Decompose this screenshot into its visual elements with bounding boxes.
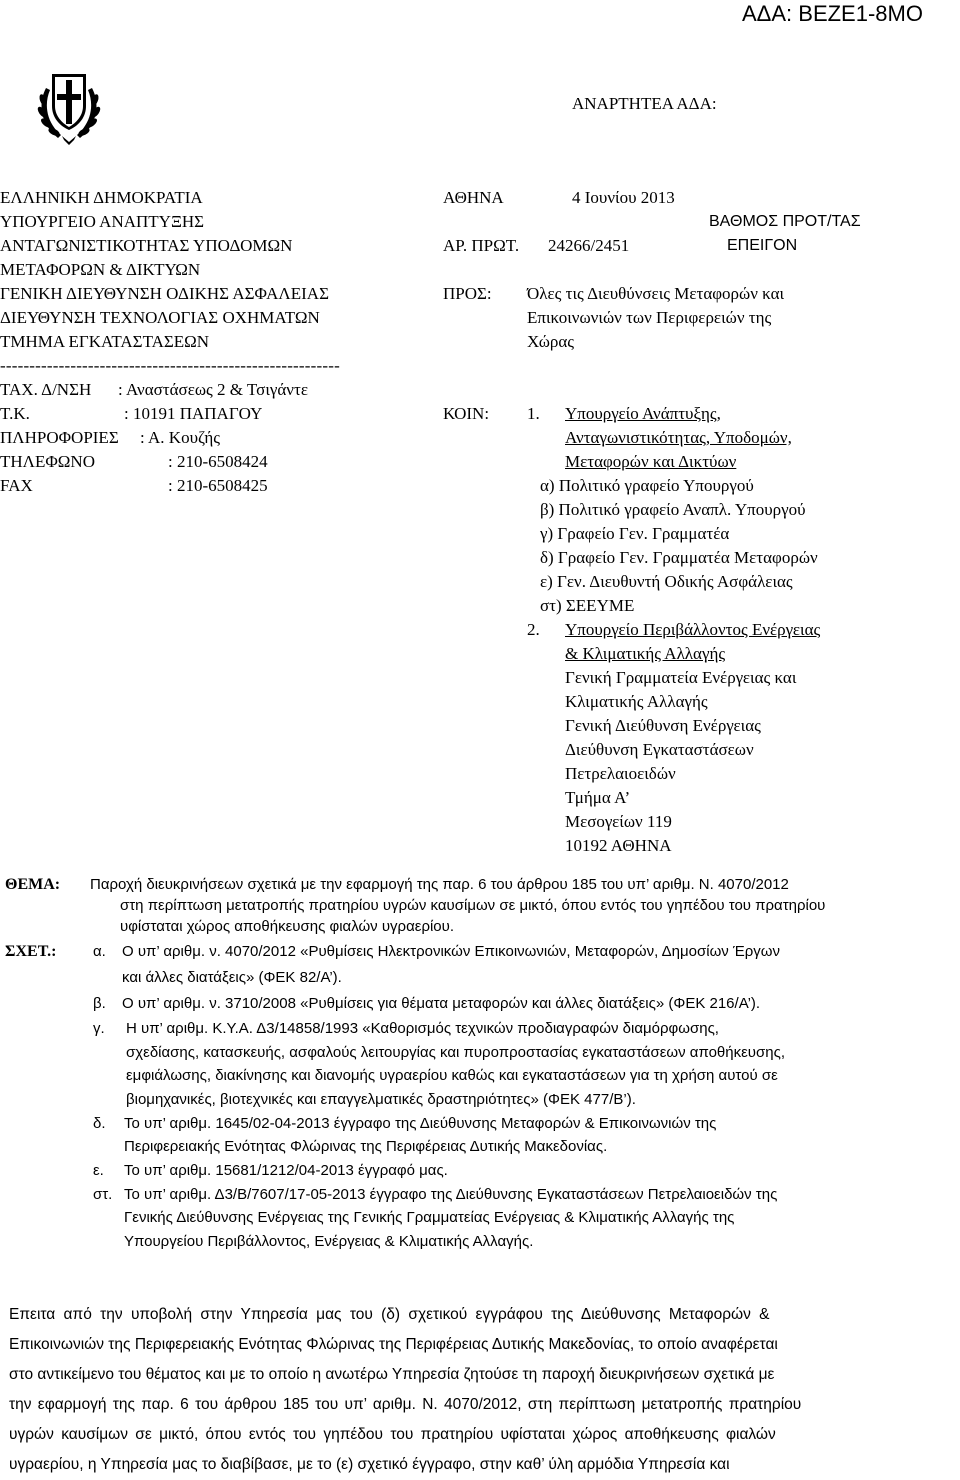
urgency-label: ΕΠΕΙΓΟΝ <box>727 237 798 254</box>
ref-line: Το υπ’ αριθμ. 15681/1212/04-2013 έγγραφό μας. <box>124 1162 448 1179</box>
cc-title-line: Ανταγωνιστικότητας, Υποδομών, <box>565 428 792 447</box>
ref-mark: γ. <box>93 1020 105 1037</box>
anartitea-ada-label: ΑΝΑΡΤΗΤΕΑ ΑΔΑ: <box>572 94 717 113</box>
protocol-label: ΑΡ. ΠΡΩΤ. <box>443 236 520 255</box>
contact-label: ΠΛΗΡΟΦΟΡΙΕΣ <box>0 428 119 447</box>
contact-label: ΤΑΧ. Δ/ΝΣΗ <box>0 380 92 399</box>
cc-sub-line: Τμήμα Α’ <box>565 788 631 807</box>
cc-sub-item: ε) Γεν. Διευθυντή Οδικής Ασφάλειας <box>540 572 793 591</box>
subject-line: Παροχή διευκρινήσεων σχετικά με την εφαρμογή της παρ. 6 του άρθρου 185 του υπ’ αριθμ. Ν. 4070/2012 <box>90 876 789 893</box>
cc-sub-item: δ) Γραφείο Γεν. Γραμματέα Μεταφορών <box>540 548 818 567</box>
cc-sub-item: α) Πολιτικό γραφείο Υπουργού <box>540 476 754 495</box>
priority-label: ΒΑΘΜΟΣ ΠΡΟΤ/ΤΑΣ <box>709 213 861 230</box>
contact-row <box>0 378 420 402</box>
sender-line: ΤΜΗΜΑ ΕΓΚΑΤΑΣΤΑΣΕΩΝ <box>0 332 210 351</box>
contact-value: : Α. Κουζής <box>140 428 221 447</box>
subject-line: υφίσταται χώρος αποθήκευσης φιαλών υγραερίου. <box>120 918 455 935</box>
cc-sub-line: Μεσογείων 119 <box>565 812 672 831</box>
recipient-line: Όλες τις Διευθύνσεις Μεταφορών και <box>527 284 785 303</box>
cc-item-1-title <box>565 402 792 474</box>
cc-sub-item: β) Πολιτικό γραφείο Αναπλ. Υπουργού <box>540 500 806 519</box>
body-line: στο αντικείμενο του θέματος και με το οποίο η ανωτέρω Υπηρεσία ζητούσε τη παροχή διευκρινήσεων σχετικά με <box>9 1366 775 1383</box>
cc-title-line: Μεταφορών και Δικτύων <box>565 452 737 471</box>
contact-row <box>0 402 420 426</box>
cc-item-2-sublist <box>565 666 796 858</box>
ref-mark: στ. <box>93 1186 113 1203</box>
sender-divider: ---------------------------------------------------------- <box>0 356 340 375</box>
body-line: Επικοινωνιών της Περιφερειακής Ενότητας Φλώρινας της Περιφέρειας Δυτικής Μακεδονίας, το οποίο αναφέρεται <box>9 1336 778 1353</box>
body-line: Επειτα από την υποβολή στην Υπηρεσία μας του (δ) σχετικού εγγράφου της Διεύθυνσης Μεταφορών & <box>9 1306 770 1323</box>
cc-sub-line: Γενική Διεύθυνση Ενέργειας <box>565 716 761 735</box>
body-line: υγραερίου, η Υπηρεσία μας το διαβίβασε, με το (ε) σχετικό έγγραφο, στην καθ’ ύλη αρμόδια Υπηρεσία και <box>9 1456 730 1473</box>
body-paragraph <box>9 1300 801 1480</box>
protocol-number: 24266/2451 <box>548 236 630 255</box>
cc-label: ΚΟΙΝ: <box>443 404 490 423</box>
ref-line: βιομηχανικές, βιοτεχνικές και επαγγελματικές δραστηριότητες» (ΦΕΚ 477/Β’). <box>126 1091 636 1108</box>
subject-line: στη περίπτωση μετατροπής πρατηρίου υγρών καυσίμων σε μικτό, όπου εντός του γηπέδου του πρατηρίου <box>120 897 826 914</box>
ref-line: Γενικής Διεύθυνσης Ενέργειας της Γενικής Γραμματείας Ενέργειας & Κλιματικής Αλλαγής της <box>124 1209 735 1226</box>
ref-line: και άλλες διατάξεις» (ΦΕΚ 82/Α’). <box>122 969 342 986</box>
ref-mark: ε. <box>93 1162 104 1179</box>
ref-line: Το υπ’ αριθμ. 1645/02-04-2013 έγγραφο της Διεύθυνσης Μεταφορών & Επικοινωνιών της <box>124 1115 717 1132</box>
contact-row <box>0 474 420 498</box>
contact-value: : Αναστάσεως 2 & Τσιγάντε <box>118 380 308 399</box>
contact-label: Τ.Κ. <box>0 404 30 423</box>
contact-label: ΤΗΛΕΦΩΝΟ <box>0 452 95 471</box>
cc-item-1-sublist <box>540 474 818 618</box>
sender-block <box>0 186 340 378</box>
recipients-list <box>527 282 784 354</box>
subject-label: ΘΕΜΑ: <box>5 876 61 893</box>
cc-title-line: Υπουργείο Περιβάλλοντος Ενέργειας <box>565 620 821 639</box>
ref-line: Ο υπ’ αριθμ. ν. 4070/2012 «Ρυθμίσεις Ηλεκτρονικών Επικοινωνιών, Μεταφορών, Δημοσίων Έργων <box>122 943 780 960</box>
sender-line: ΑΝΤΑΓΩΝΙΣΤΙΚΟΤΗΤΑΣ ΥΠΟΔΟΜΩΝ <box>0 236 293 255</box>
ref-mark: β. <box>93 995 106 1012</box>
contact-label: FAX <box>0 476 33 495</box>
sender-line: ΓΕΝΙΚΗ ΔΙΕΥΘΥΝΣΗ ΟΔΙΚΗΣ ΑΣΦΑΛΕΙΑΣ <box>0 284 329 303</box>
ref-line: Η υπ’ αριθμ. Κ.Υ.Α. Δ3/14858/1993 «Καθορισμός τεχνικών προδιαγραφών διαμόρφωσης, <box>126 1020 719 1037</box>
cc-sub-line: Κλιματικής Αλλαγής <box>565 692 708 711</box>
cc-title-line: Υπουργείο Ανάπτυξης, <box>565 404 721 423</box>
cc-title-line: & Κλιματικής Αλλαγής <box>565 644 726 663</box>
greek-coat-of-arms-emblem <box>34 58 104 146</box>
cc-item-2-title <box>565 618 820 666</box>
sender-line: ΥΠΟΥΡΓΕΙΟ ΑΝΑΠΤΥΞΗΣ <box>0 212 205 231</box>
ref-line: Ο υπ’ αριθμ. ν. 3710/2008 «Ρυθμίσεις για θέματα μεταφορών και άλλες διατάξεις» (ΦΕΚ 216/Α’). <box>122 995 761 1012</box>
cc-sub-line: 10192 ΑΘΗΝΑ <box>565 836 672 855</box>
sender-line: ΜΕΤΑΦΟΡΩΝ & ΔΙΚΤΥΩΝ <box>0 260 201 279</box>
contact-row <box>0 426 420 450</box>
place-label: ΑΘΗΝΑ <box>443 188 504 207</box>
ref-line: Το υπ’ αριθμ. Δ3/Β/7607/17-05-2013 έγγραφο της Διεύθυνσης Εγκαταστάσεων Πετρελαιοειδών της <box>124 1186 778 1203</box>
body-line: την εφαρμογή της παρ. 6 του άρθρου 185 του υπ’ αριθμ. Ν. 4070/2012, στη περίπτωση μετατροπής πρατηρίου <box>9 1396 802 1413</box>
ada-number: ΑΔΑ: ΒΕΖΕ1-8ΜΟ <box>742 1 923 26</box>
ref-line: εμφιάλωσης, διακίνησης και διανομής υγραερίου καθώς και εγκαταστάσεων για τη χρήση αυτού σε <box>126 1067 778 1084</box>
subject-text <box>90 874 825 937</box>
contact-row <box>0 450 420 474</box>
ref-line: Περιφερειακής Ενότητας Φλώρινας της Περιφέρειας Δυτικής Μακεδονίας. <box>124 1138 608 1155</box>
references-label: ΣΧΕΤ.: <box>5 943 57 960</box>
cc-item-1-number: 1. <box>527 404 540 423</box>
contact-value: : 10191 ΠΑΠΑΓΟΥ <box>124 404 263 423</box>
body-line: υγρών καυσίμων σε μικτό, όπου εντός του γηπέδου του πρατηρίου υφίσταται χώρος αποθήκευσης φιαλών <box>9 1426 776 1443</box>
contact-value: : 210-6508424 <box>168 452 268 471</box>
ref-mark: δ. <box>93 1115 106 1132</box>
ref-line: σχεδίασης, κατασκευής, ασφαλούς λειτουργίας και πυροπροστασίας εγκαταστάσεων αποθήκευσης, <box>126 1044 785 1061</box>
ref-mark: α. <box>93 943 106 960</box>
cc-item-2-number: 2. <box>527 620 540 639</box>
cc-sub-item: στ) ΣΕΕΥΜΕ <box>540 596 635 615</box>
cc-sub-line: Διεύθυνση Εγκαταστάσεων <box>565 740 754 759</box>
ref-line: Υπουργείου Περιβάλλοντος, Ενέργειας & Κλιματικής Αλλαγής. <box>124 1233 534 1250</box>
date-value: 4 Ιουνίου 2013 <box>572 188 675 207</box>
sender-line: ΕΛΛΗΝΙΚΗ ΔΗΜΟΚΡΑΤΙΑ <box>0 188 203 207</box>
cc-sub-line: Πετρελαιοειδών <box>565 764 676 783</box>
recipients-label: ΠΡΟΣ: <box>443 284 492 303</box>
contact-value: : 210-6508425 <box>168 476 268 495</box>
sender-line: ΔΙΕΥΘΥΝΣΗ ΤΕΧΝΟΛΟΓΙΑΣ ΟΧΗΜΑΤΩΝ <box>0 308 320 327</box>
recipient-line: Χώρας <box>527 332 575 351</box>
cc-sub-line: Γενική Γραμματεία Ενέργειας και <box>565 668 797 687</box>
recipient-line: Επικοινωνιών των Περιφερειών της <box>527 308 772 327</box>
contact-block <box>0 378 420 498</box>
cc-sub-item: γ) Γραφείο Γεν. Γραμματέα <box>540 524 730 543</box>
